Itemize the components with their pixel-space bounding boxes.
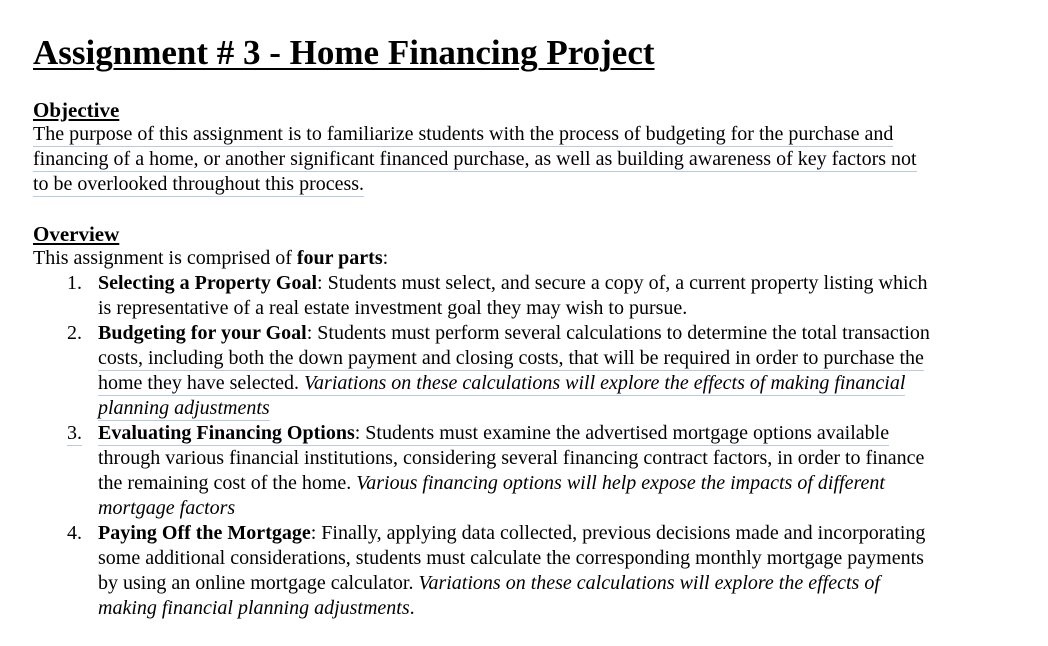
list-item-number: 2. <box>67 322 82 344</box>
overview-intro <box>33 246 1023 271</box>
objective-paragraph <box>33 122 1023 197</box>
list-item-text: through various financial institutions, considering several financing contract factors, in order to finance <box>98 447 925 469</box>
objective-line-text: financing of a home, or another significant financed purchase, as well as building awareness of key factors not <box>33 148 917 170</box>
list-item-text: home they have selected. <box>98 372 305 394</box>
list-item-italic-text: making financial planning adjustments <box>98 597 410 619</box>
list-item-italic-text: Various financing options will help expose the impacts of different <box>356 472 885 494</box>
list-item-text: : Students must perform several calculations to determine the total transaction <box>306 322 930 344</box>
overview-intro-end: : <box>382 247 389 269</box>
list-item-text: : Students must select, and secure a copy of, a current property listing which <box>317 272 928 294</box>
objective-line-text: to be overlooked throughout this process. <box>33 173 365 195</box>
list-item-italic-text: mortgage factors <box>98 497 236 519</box>
objective-line <box>33 172 1023 197</box>
list-item-text: costs, including both the down payment and closing costs, that will be required in order to purchase the <box>98 347 924 369</box>
list-item <box>67 421 1023 521</box>
objective-section <box>33 98 1023 197</box>
list-item-italic-text: Variations on these calculations will explore the effects of making financial <box>304 372 906 394</box>
list-item-title: Paying Off the Mortgage <box>98 522 311 544</box>
objective-line-text: The purpose of this assignment is to familiarize students with the process of budgeting for the purchase and <box>33 123 894 145</box>
list-item-text: . <box>409 597 415 619</box>
list-item-number: 3. <box>67 422 82 444</box>
parts-list <box>33 271 1023 621</box>
list-item-text: : Finally, applying data collected, previous decisions made and incorporating <box>310 522 926 544</box>
list-item <box>67 521 1023 621</box>
list-item-number: 4. <box>67 522 82 544</box>
overview-intro-bold: four parts <box>296 247 383 269</box>
list-item-text: some additional considerations, students must calculate the corresponding monthly mortgage payments <box>98 547 924 569</box>
overview-intro-text: This assignment is comprised of <box>33 247 297 269</box>
list-item-italic-text: planning adjustments <box>98 397 270 419</box>
list-item-italic-text: Variations on these calculations will explore the effects of <box>418 572 880 594</box>
list-item-title: Selecting a Property Goal <box>98 272 318 294</box>
objective-line <box>33 122 1023 147</box>
objective-heading: Objective <box>33 98 120 122</box>
document-page <box>33 30 1023 621</box>
list-item <box>67 271 1023 321</box>
list-item-title: Budgeting for your Goal <box>98 322 307 344</box>
overview-heading: Overview <box>33 222 120 246</box>
list-item-title: Evaluating Financing Options <box>98 422 355 444</box>
list-item <box>67 321 1023 421</box>
list-item-number: 1. <box>67 272 82 294</box>
list-item-text: by using an online mortgage calculator. <box>98 572 419 594</box>
list-item-text: the remaining cost of the home. <box>98 472 357 494</box>
list-item-text: is representative of a real estate investment goal they may wish to pursue. <box>98 297 688 319</box>
page-title: Assignment # 3 - Home Financing Project <box>33 33 655 72</box>
list-item-text: : Students must examine the advertised mortgage options available <box>354 422 890 444</box>
objective-line <box>33 147 1023 172</box>
overview-section <box>33 222 1023 621</box>
